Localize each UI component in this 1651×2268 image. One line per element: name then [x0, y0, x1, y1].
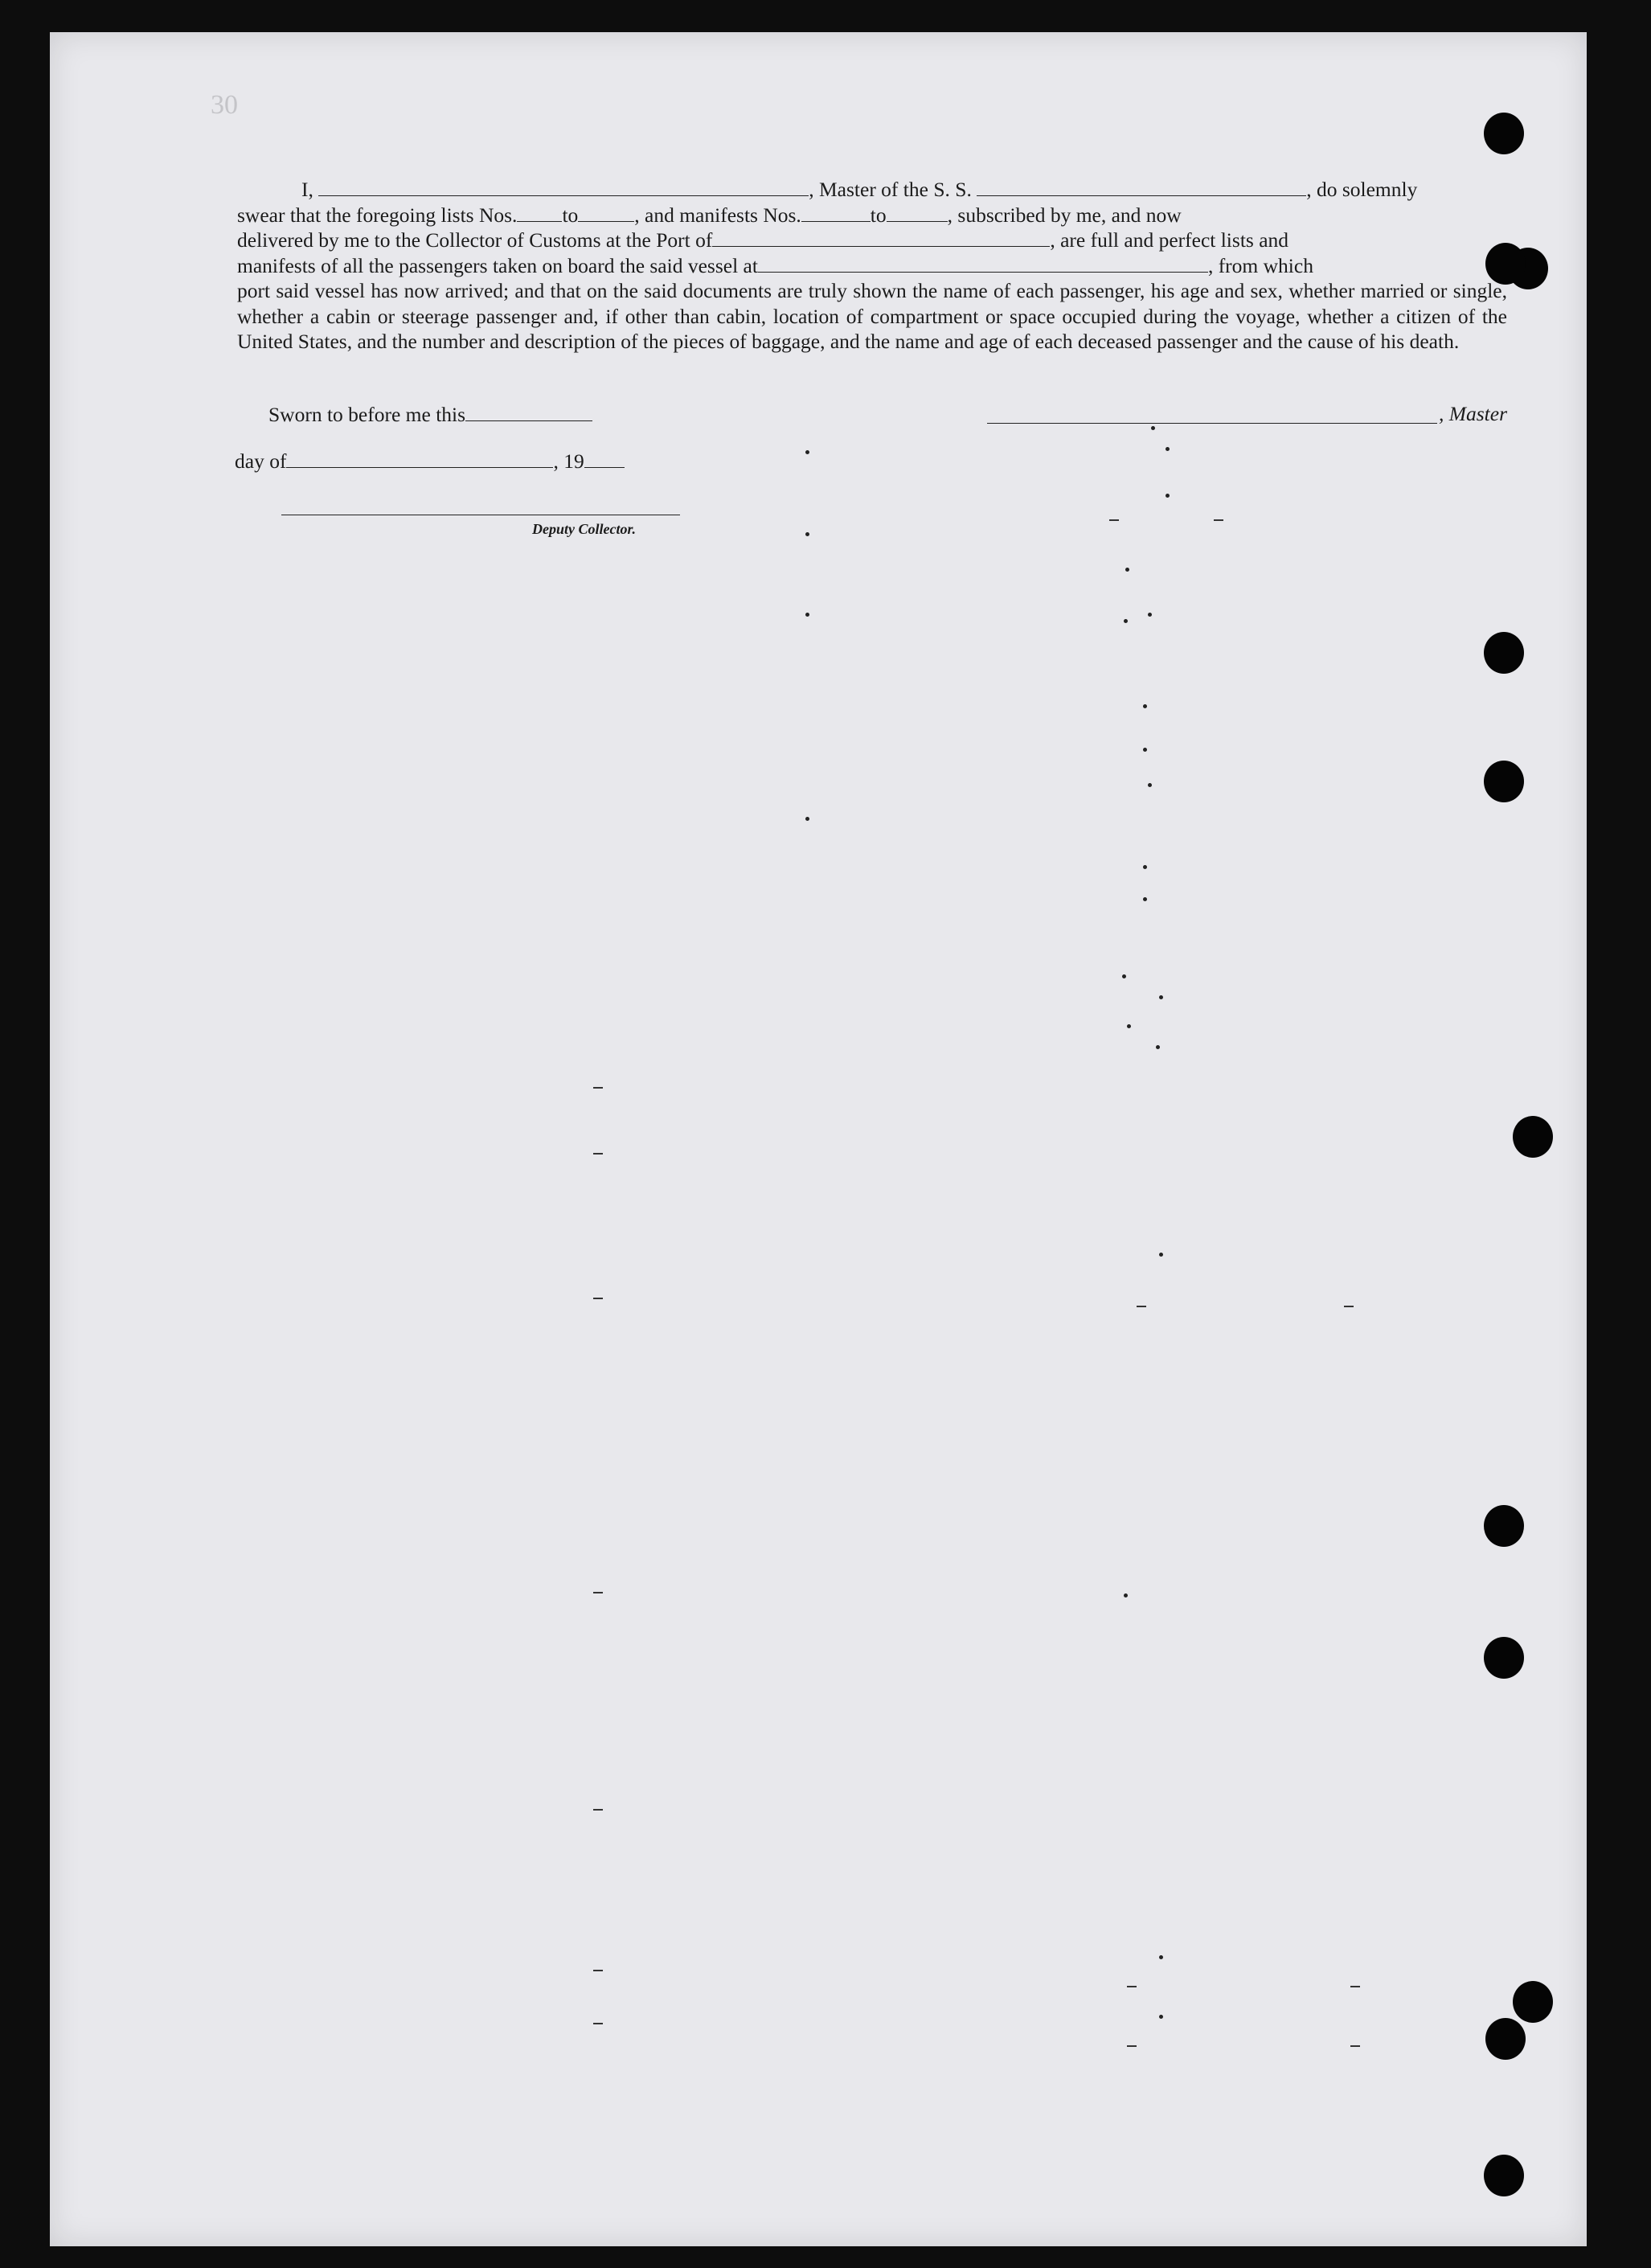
oath-pronoun: I, [301, 178, 313, 201]
bleed-mark [1143, 704, 1147, 708]
document-page [50, 32, 1587, 2246]
bleed-mark [1125, 568, 1129, 572]
oath-do-solemnly: , do solemnly [1306, 178, 1418, 201]
oath-subscribed: , subscribed by me, and now [947, 203, 1182, 227]
page-mark: 30 [211, 90, 238, 120]
year-blank [584, 449, 625, 468]
bleed-mark [1166, 494, 1170, 498]
punch-hole-9 [1513, 1981, 1553, 2023]
bleed-mark [1350, 2045, 1360, 2047]
punch-hole-5 [1484, 761, 1524, 802]
port-blank [712, 228, 1050, 247]
bleed-mark [1344, 1306, 1354, 1307]
vessel-name-blank [977, 177, 1306, 196]
bleed-mark [1143, 865, 1147, 869]
bleed-mark [593, 1087, 603, 1089]
manifest-from-blank [801, 203, 871, 222]
sworn-line [268, 402, 592, 427]
punch-hole-10 [1485, 2018, 1526, 2060]
bleed-mark [805, 817, 809, 821]
bleed-mark [805, 450, 809, 454]
bleed-mark [1122, 974, 1126, 978]
bleed-mark [593, 1809, 603, 1811]
boarding-port-blank [758, 253, 1208, 273]
oath-from-which: , from which [1207, 253, 1313, 277]
punch-hole-6 [1513, 1116, 1553, 1158]
oath-line-3 [237, 228, 1507, 253]
year-prefix: , 19 [553, 449, 584, 473]
bleed-mark [1124, 1593, 1128, 1597]
day-of-line [235, 449, 625, 474]
bleed-mark [1137, 1306, 1146, 1307]
day-of-label: day of [235, 449, 287, 473]
oath-line-4 [237, 253, 1507, 279]
oath-paragraph [237, 177, 1507, 355]
bleed-mark [593, 1153, 603, 1155]
bleed-mark [1166, 447, 1170, 451]
bleed-mark [1148, 783, 1152, 787]
bleed-mark [593, 1298, 603, 1299]
list-from-blank [517, 203, 562, 222]
punch-hole-8 [1484, 1637, 1524, 1679]
bleed-mark [1127, 1024, 1131, 1028]
bleed-mark [805, 532, 809, 536]
sworn-text: Sworn to before me this [268, 402, 466, 426]
bleed-mark [1143, 897, 1147, 901]
bleed-mark [1159, 995, 1163, 999]
punch-hole-4 [1484, 632, 1524, 674]
oath-master-of-ss: , Master of the S. S. [809, 178, 972, 201]
bleed-mark [1159, 1955, 1163, 1959]
bleed-mark [593, 1970, 603, 1971]
sworn-day-blank [465, 402, 592, 421]
bleed-mark [1350, 1986, 1360, 1987]
master-name-blank [318, 177, 809, 196]
oath-line-1 [237, 177, 1507, 203]
oath-to-1: to [562, 203, 579, 227]
deputy-collector-label: Deputy Collector. [532, 521, 636, 537]
bleed-mark [1159, 1253, 1163, 1257]
bleed-mark [1159, 2015, 1163, 2019]
bleed-mark [593, 1592, 603, 1593]
bleed-mark [593, 2023, 603, 2024]
bleed-mark [1127, 1986, 1137, 1987]
punch-hole-11 [1484, 2155, 1524, 2196]
bleed-mark [1143, 748, 1147, 752]
month-blank [286, 449, 553, 468]
punch-hole-7 [1484, 1505, 1524, 1547]
list-to-blank [578, 203, 634, 222]
master-signature-line [987, 402, 1437, 424]
oath-to-2: to [870, 203, 887, 227]
oath-manifests-of: manifests of all the passengers taken on board the said vessel at [237, 253, 758, 277]
bleed-mark [1148, 613, 1152, 617]
manifest-to-blank [887, 203, 948, 222]
bleed-mark [1109, 519, 1119, 521]
bleed-mark [1156, 1045, 1160, 1049]
bleed-mark [1124, 619, 1128, 623]
oath-rest: port said vessel has now arrived; and that on the said documents are truly shown the name of each passenger, his age and sex, whether married or single, whether a cabin or steerage passenger and, if other than cabin, location of compartment or space occupied during the voyage, whether a citizen of the United States, and the number and description of the pieces of baggage, and the name and age of each deceased passenger and the cause of his death. [237, 279, 1507, 353]
oath-manifests: , and manifests Nos. [634, 203, 801, 227]
bleed-mark [805, 613, 809, 617]
master-label: , Master [1439, 402, 1507, 425]
oath-line-2 [237, 203, 1507, 228]
oath-delivered: delivered by me to the Collector of Customs at the Port of [237, 228, 713, 252]
oath-are-full: , are full and perfect lists and [1050, 228, 1289, 252]
bleed-mark [1127, 2045, 1137, 2047]
oath-swear: swear that the foregoing lists Nos. [237, 203, 518, 227]
bleed-mark [1151, 426, 1155, 430]
bleed-mark [1214, 519, 1223, 521]
punch-hole-1 [1484, 113, 1524, 154]
